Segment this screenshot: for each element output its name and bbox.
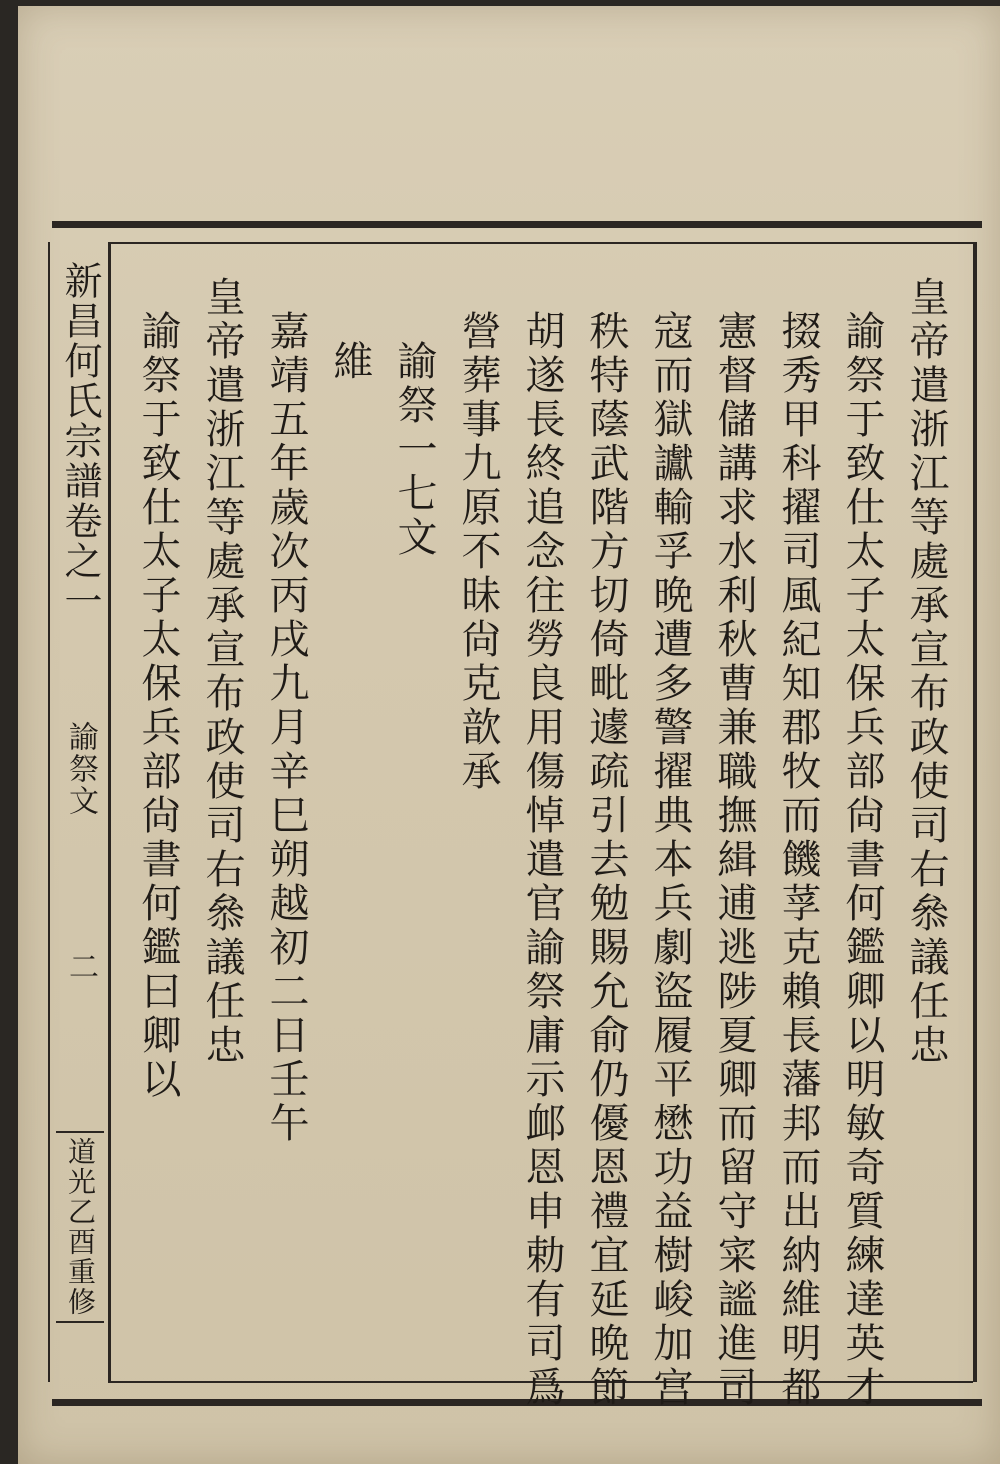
text-column: 嘉靖五年歲次丙戌九月辛巳朔越初二日壬午 [263,310,309,1146]
book-page [18,6,1000,1464]
text-column: 掇秀甲科擢司風紀知郡牧而饑莩克賴長藩邦而出納維明都 [775,310,821,1410]
text-column: 營葬事九原不昧尙克歆承 [455,310,501,794]
text-column: 皇帝遣浙江等處承宣布政使司右叅議任忠 [199,276,245,1068]
margin-section-title: 諭祭文 [63,721,98,817]
text-column: 寇而獄讞輸孚晩遭多警擢典本兵劇盜履平懋功益樹峻加宫 [647,310,693,1410]
margin-page-number: 二 [63,951,98,983]
block-margin [56,261,104,1381]
text-column: 諭祭于致仕太子太保兵部尙書何鑑曰卿以 [135,310,181,1102]
frame-inner-top-rule [108,242,973,244]
margin-edition-note: 道光乙酉重修 [56,1131,104,1323]
margin-divider-rule [108,242,111,1382]
main-text-body [118,276,958,1410]
text-column: 維 [327,340,373,384]
margin-book-title: 新昌何氏宗譜卷之一 [58,261,102,621]
frame-left-rule [48,242,50,1382]
text-column: 胡遂長終追念往勞良用傷悼遣官諭祭庸示䘏恩申勅有司爲 [519,310,565,1410]
text-column: 諭祭一七文 [391,340,437,560]
text-column: 諭祭于致仕太子太保兵部尙書何鑑卿以明敏奇質練達英才 [839,310,885,1410]
text-column: 秩特蔭武階方切倚毗遽疏引去勉賜允俞仍優恩禮宜延晩節 [583,310,629,1410]
text-column: 憲督儲講求水利秋曹兼職撫緝逋逃陟夏卿而留守寀謐進司 [711,310,757,1410]
text-column: 皇帝遣浙江等處承宣布政使司右叅議任忠 [903,276,949,1068]
frame-right-rule [973,242,977,1382]
